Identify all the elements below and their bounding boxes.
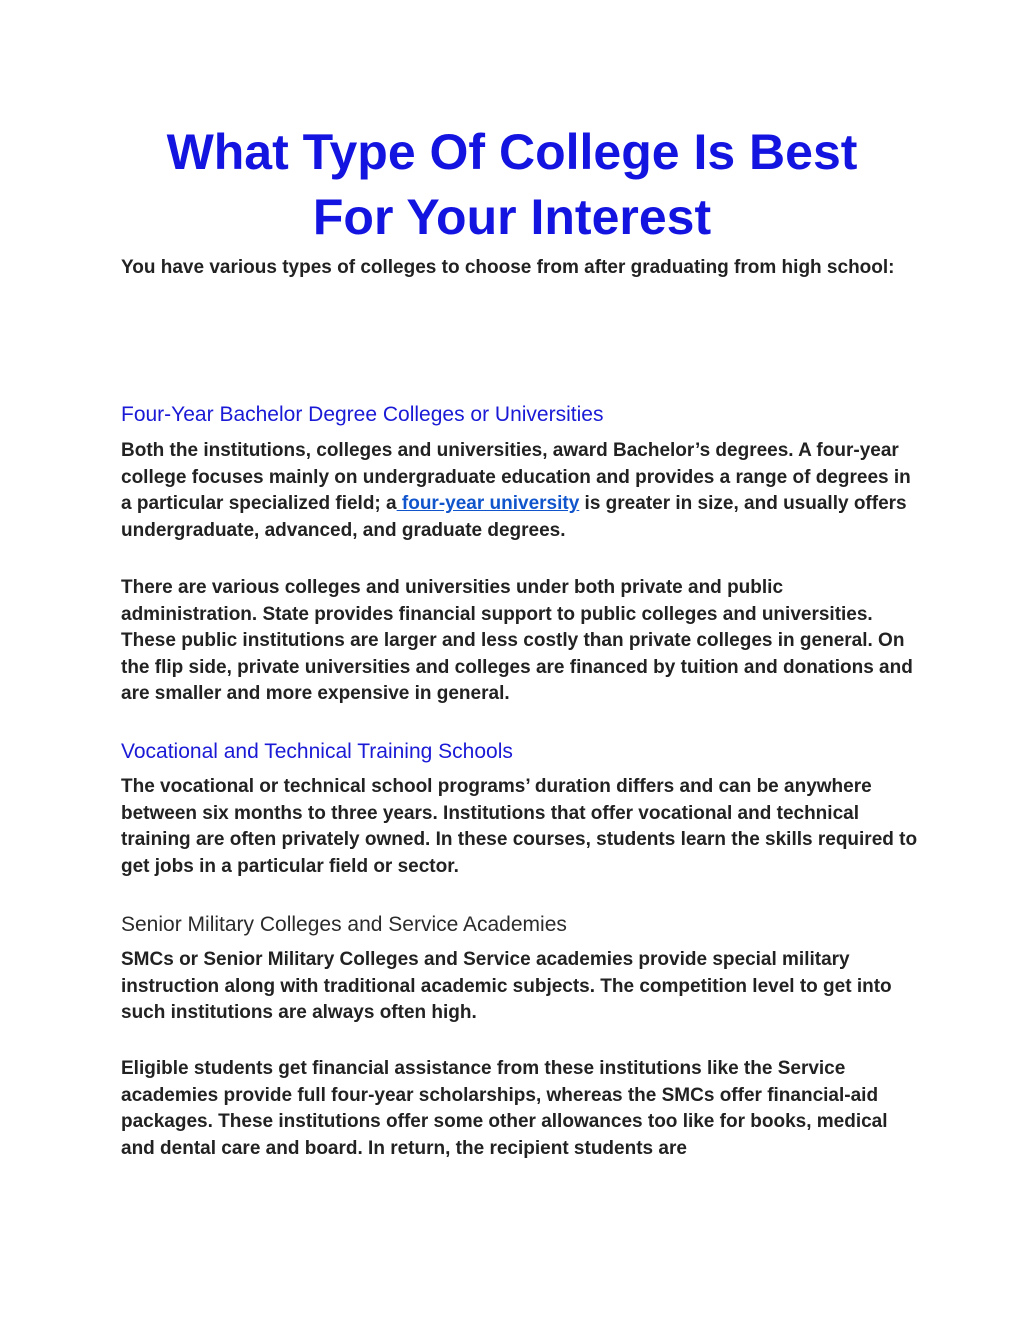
page-title-line-2: For Your Interest: [312, 189, 712, 245]
section-heading-four-year: Four-Year Bachelor Degree Colleges or Universities: [121, 403, 604, 426]
page-title-line-1: What Type Of College Is Best: [166, 124, 858, 180]
four-year-paragraph-1: [121, 438, 921, 544]
vocational-paragraph: The vocational or technical school programs’ duration differs and can be anywhere between six months to three years. Institutions that offer vocational and technical training are often privately owned. In these courses, students learn the skills required to get jobs in a particular field or sector.: [121, 776, 918, 877]
four-year-university-link[interactable]: four-year university: [396, 493, 580, 514]
four-year-paragraph-1-text-end: is greater in size, and usually offers undergraduate, advanced, and graduate degrees.: [121, 493, 907, 541]
military-paragraph-2: Eligible students get financial assistance from these institutions like the Service academies provide full four-year scholarships, whereas the SMCs offer financial-aid packages. These institutions offer some other allowances too like for books, medical and dental care and board. In return, the recipient students are: [121, 1058, 888, 1159]
military-paragraph-1: SMCs or Senior Military Colleges and Service academies provide special military instruction along with traditional academic subjects. The competition level to get into such institutions are always often high.: [121, 949, 892, 1023]
section-heading-vocational: Vocational and Technical Training Schools: [121, 740, 513, 763]
four-year-paragraph-2: There are various colleges and universities under both private and public administration. State provides financial support to public colleges and universities. These public institutions are larger and less costly than private colleges in general. On the flip side, private universities and colleges are financed by tuition and donations and are smaller and more expensive in general.: [121, 577, 913, 704]
intro-paragraph: You have various types of colleges to choose from after graduating from high school:: [121, 257, 895, 278]
section-heading-military: Senior Military Colleges and Service Academies: [121, 913, 567, 936]
four-year-paragraph-1-text: Both the institutions, colleges and universities, award Bachelor’s degrees. A four-year college focuses mainly on undergraduate education and provides a range of degrees in a particular specialized field; a: [121, 440, 911, 514]
